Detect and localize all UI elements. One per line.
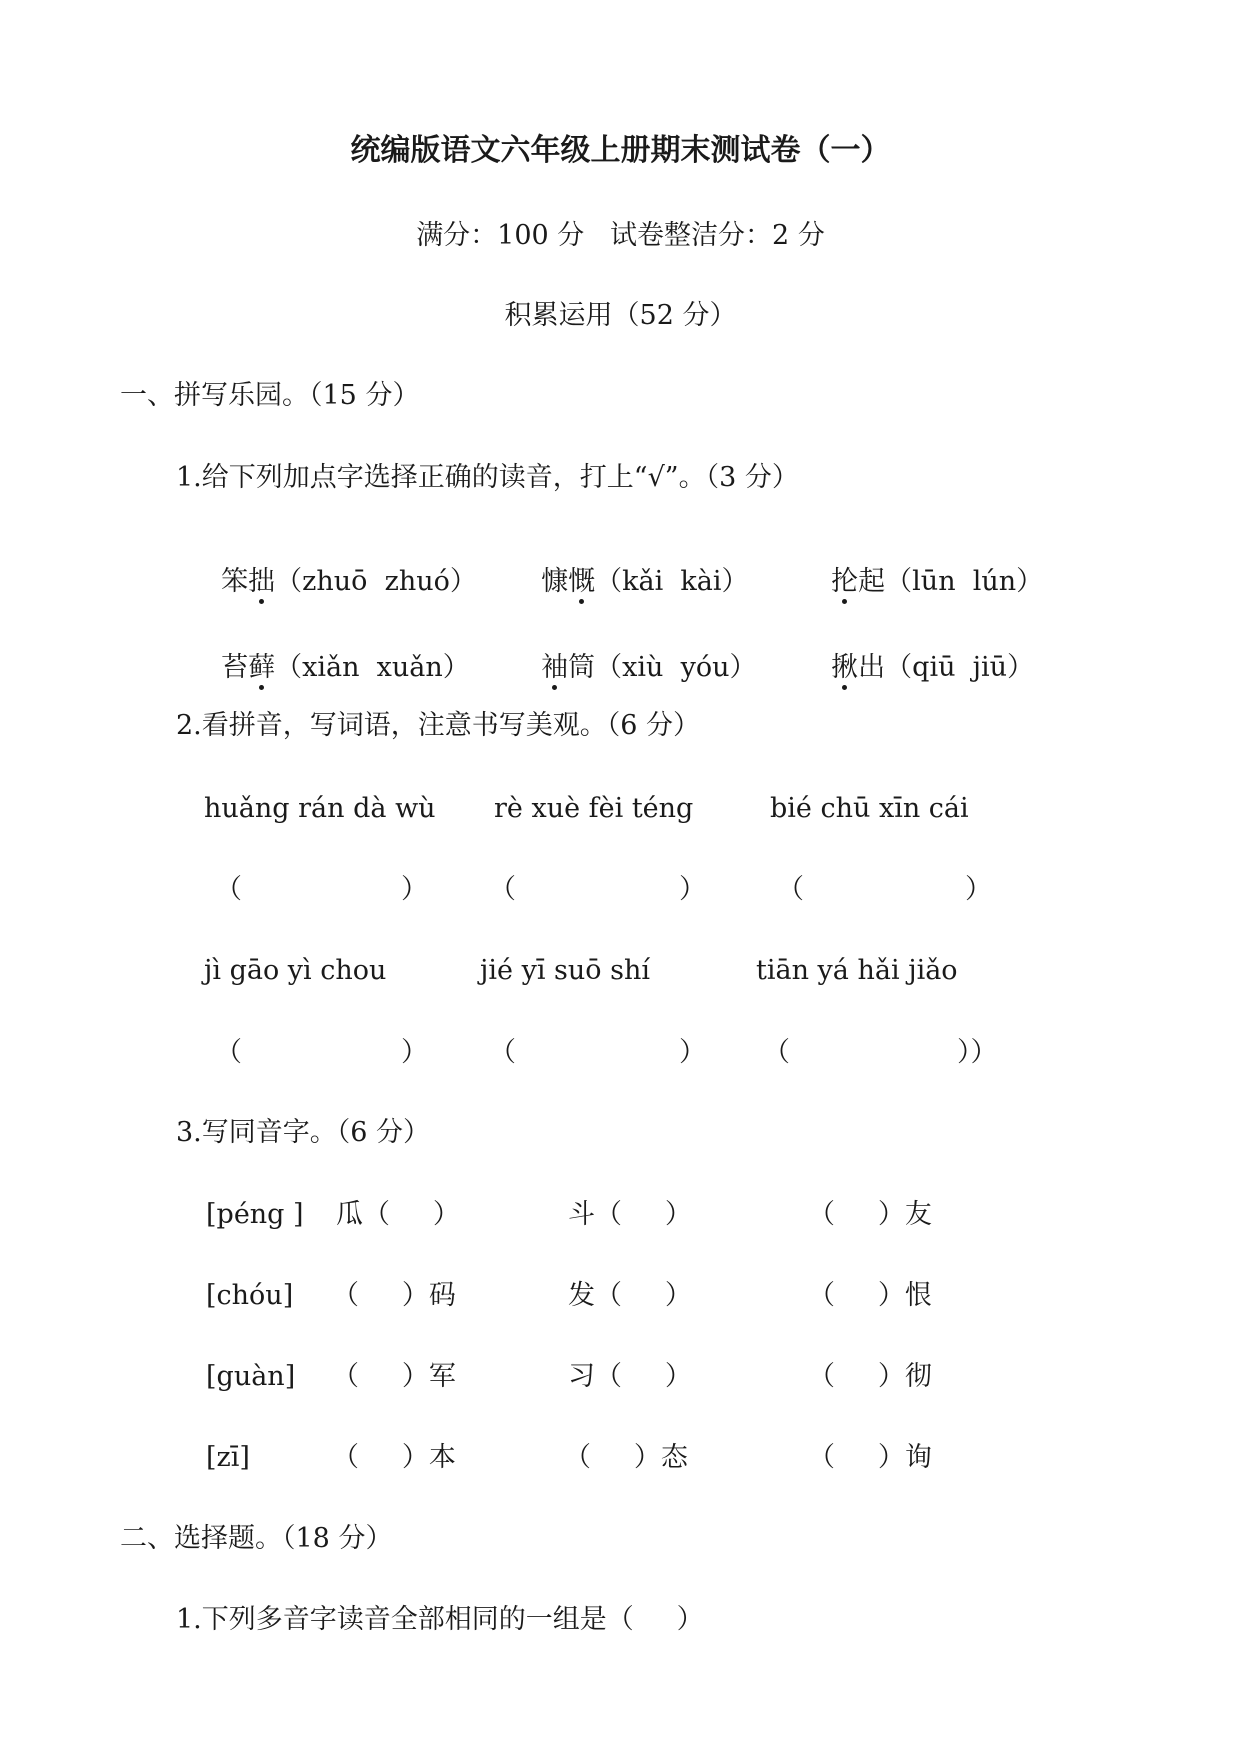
pinyin-choice-item — [204, 541, 477, 595]
homophone-blank: （ ）本 — [332, 1442, 456, 1473]
pinyin-word: jì gāo yì chou — [204, 955, 387, 986]
pinyin-choice-item — [524, 541, 749, 595]
pinyin-options: （kǎi kài） — [595, 566, 749, 597]
homophone-blank: （ ）彻 — [808, 1361, 932, 1392]
dotted-char: 慨 — [568, 566, 596, 597]
page-title: 统编版语文六年级上册期末测试卷（一） — [350, 133, 891, 168]
pinyin-choice-item — [814, 627, 1034, 681]
answer-blank-close: ） — [679, 1037, 706, 1068]
homophone-blank: （ ）码 — [332, 1280, 456, 1311]
pinyin-choice-item — [814, 541, 1043, 595]
answer-blank-close: ） — [401, 874, 428, 905]
word-char: 苔 — [221, 652, 249, 683]
pinyin-options: （zhuō zhuó） — [275, 566, 477, 597]
pinyin-options: （qiū jiū） — [885, 652, 1035, 683]
pinyin-word: jié yī suō shí — [480, 955, 651, 986]
question-prompt: 2.看拼音，写词语，注意书写美观。（6 分） — [176, 710, 701, 741]
pinyin-label: [péng ] — [206, 1199, 304, 1230]
answer-blank-open: （ — [489, 1037, 516, 1068]
homophone-blank: （ ）友 — [808, 1199, 932, 1230]
score-line: 满分：100 分 试卷整洁分：2 分 — [416, 220, 825, 251]
word-char: 出 — [858, 652, 886, 683]
dotted-char: 袖 — [541, 652, 569, 683]
part-heading: 积累运用（52 分） — [504, 300, 737, 331]
section-heading: 二、选择题。（18 分） — [120, 1523, 393, 1554]
pinyin-options: （xiǎn xuǎn） — [275, 652, 470, 683]
question-prompt: 1.给下列加点字选择正确的读音，打上“√”。（3 分） — [176, 462, 799, 493]
pinyin-label: [chóu] — [206, 1280, 294, 1311]
dotted-char: 揪 — [831, 652, 859, 683]
dotted-char: 拙 — [248, 566, 276, 597]
word-char: 慷 — [541, 566, 569, 597]
word-char: 筒 — [568, 652, 596, 683]
answer-blank-open: （ — [763, 1037, 790, 1068]
answer-blank-open: （ — [489, 874, 516, 905]
homophone-blank: 发（ ） — [568, 1280, 692, 1311]
pinyin-label: [guàn] — [206, 1361, 296, 1392]
dotted-char: 抡 — [831, 566, 859, 597]
homophone-blank: 斗（ ） — [568, 1199, 692, 1230]
section-heading: 一、拼写乐园。（15 分） — [120, 380, 420, 411]
answer-blank-open: （ — [777, 874, 804, 905]
question-prompt: 3.写同音字。（6 分） — [176, 1117, 431, 1148]
word-char: 笨 — [221, 566, 249, 597]
pinyin-word: bié chū xīn cái — [770, 793, 969, 824]
answer-blank-close: ） — [401, 1037, 428, 1068]
answer-blank-open: （ — [215, 1037, 242, 1068]
answer-blank-close: ） — [965, 874, 992, 905]
pinyin-choice-item — [204, 627, 470, 681]
homophone-blank: 习（ ） — [568, 1361, 692, 1392]
pinyin-choice-item — [524, 627, 757, 681]
pinyin-word: huǎng rán dà wù — [204, 793, 436, 824]
answer-blank-close: ）） — [957, 1037, 998, 1068]
pinyin-label: [zī] — [206, 1442, 250, 1473]
pinyin-word: rè xuè fèi téng — [494, 793, 694, 824]
homophone-blank: （ ）态 — [564, 1442, 688, 1473]
homophone-blank: （ ）恨 — [808, 1280, 932, 1311]
pinyin-options: （xiù yóu） — [595, 652, 757, 683]
dotted-char: 藓 — [248, 652, 276, 683]
question-prompt: 1.下列多音字读音全部相同的一组是（ ） — [176, 1604, 704, 1635]
pinyin-word: tiān yá hǎi jiǎo — [756, 955, 958, 986]
homophone-blank: （ ）军 — [332, 1361, 456, 1392]
answer-blank-close: ） — [679, 874, 706, 905]
homophone-blank: （ ）询 — [808, 1442, 932, 1473]
homophone-blank: 瓜（ ） — [336, 1199, 460, 1230]
pinyin-options: （lūn lún） — [885, 566, 1044, 597]
word-char: 起 — [858, 566, 886, 597]
answer-blank-open: （ — [215, 874, 242, 905]
